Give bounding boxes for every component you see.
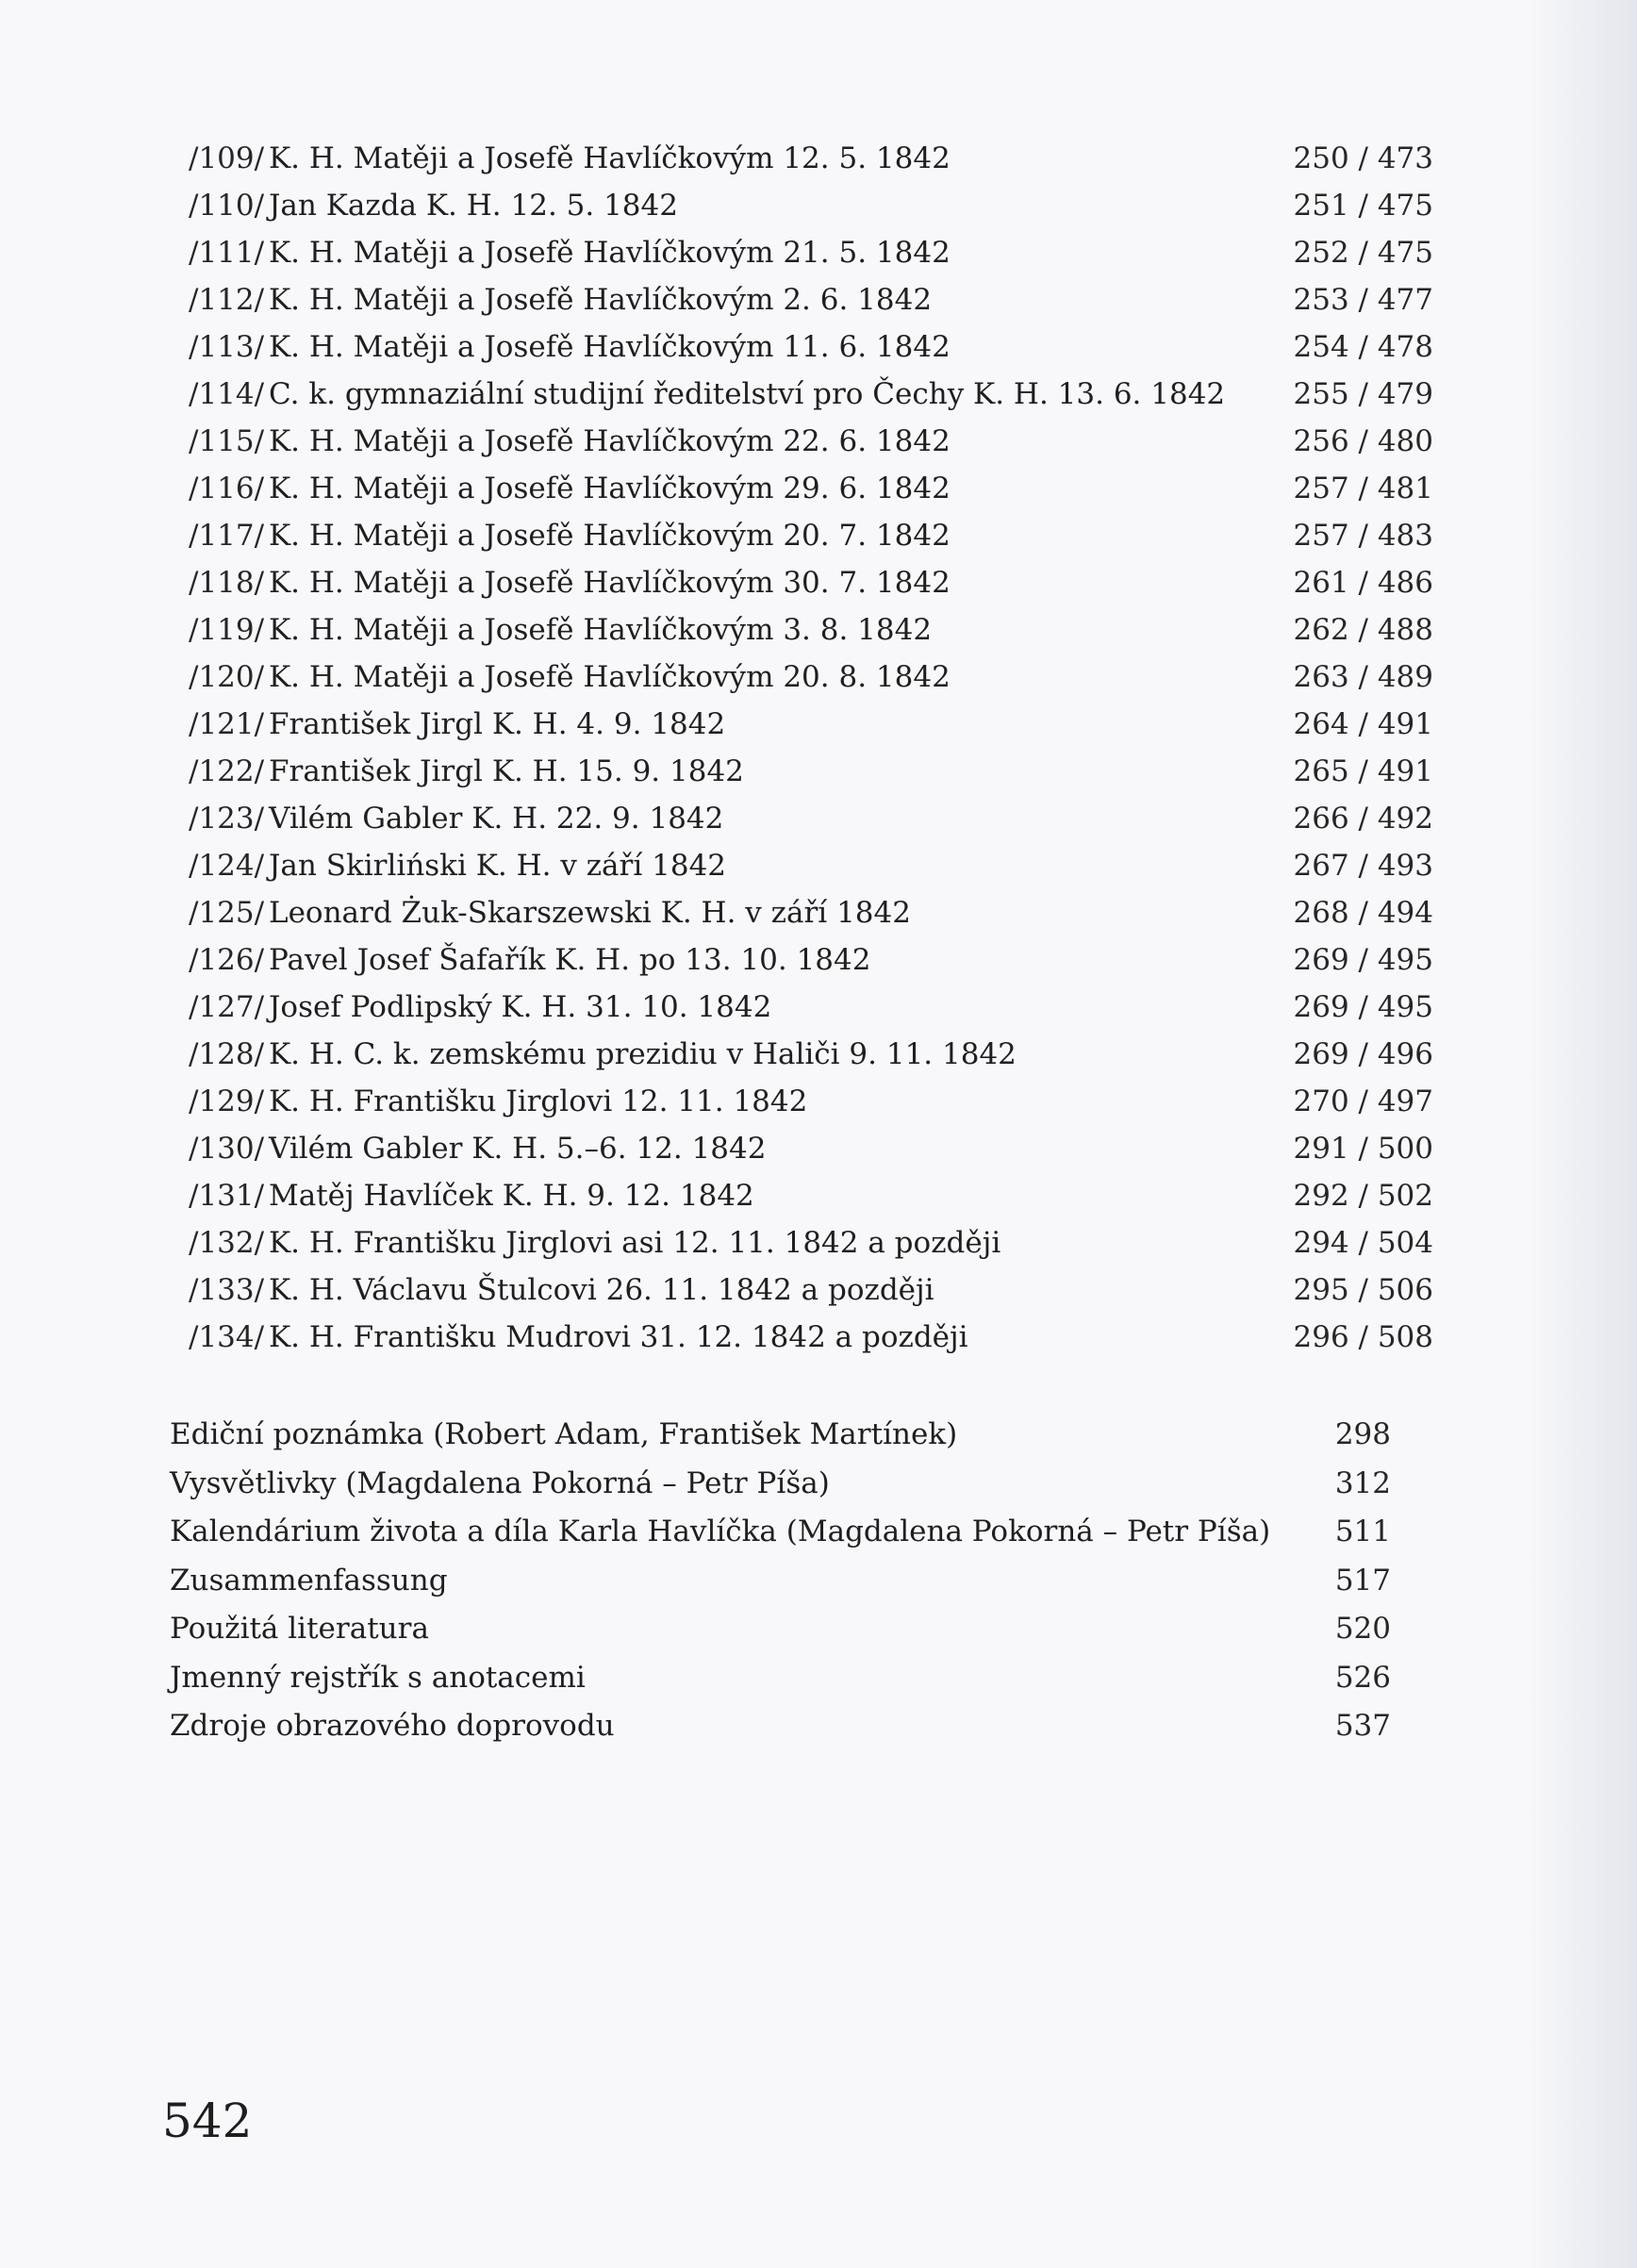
toc-row	[189, 229, 1433, 276]
toc-entry	[189, 512, 951, 559]
letter-pages: 255 / 479	[1293, 377, 1433, 411]
backmatter-row	[170, 1460, 1391, 1509]
letter-number: /122/	[189, 754, 265, 788]
letter-pages: 269 / 495	[1293, 990, 1433, 1024]
backmatter-page: 537	[1334, 1709, 1391, 1743]
letter-number: /113/	[189, 330, 265, 364]
letter-pages: 262 / 488	[1293, 613, 1433, 647]
letter-number: /133/	[189, 1273, 265, 1307]
toc-entry	[189, 1266, 934, 1314]
toc-row	[189, 1031, 1433, 1078]
toc-entry	[189, 701, 725, 748]
toc-entry	[189, 1031, 1017, 1078]
backmatter-row	[170, 1508, 1391, 1557]
toc-row	[189, 418, 1433, 465]
letter-title: K. H. Františku Jirglovi 12. 11. 1842	[269, 1084, 808, 1118]
letter-title: Vilém Gabler K. H. 22. 9. 1842	[269, 802, 724, 836]
backmatter-title: Ediční poznámka (Robert Adam, František Martínek)	[170, 1417, 958, 1451]
letter-pages: 268 / 494	[1293, 896, 1433, 930]
letter-number: /125/	[189, 896, 265, 930]
letter-pages: 251 / 475	[1293, 189, 1433, 223]
letter-pages: 263 / 489	[1293, 660, 1433, 694]
letter-pages: 267 / 493	[1293, 849, 1433, 883]
toc-row	[189, 182, 1433, 229]
letter-pages: 250 / 473	[1293, 141, 1433, 175]
letter-pages: 257 / 481	[1293, 472, 1433, 505]
letter-title: K. H. Matěji a Josefě Havlíčkovým 21. 5. 1842	[269, 236, 951, 270]
letter-pages: 269 / 495	[1293, 943, 1433, 977]
letter-title: Jan Kazda K. H. 12. 5. 1842	[269, 189, 678, 223]
toc-row	[189, 1314, 1433, 1361]
backmatter-title: Zusammenfassung	[170, 1563, 448, 1598]
letter-title: K. H. Matěji a Josefě Havlíčkovým 11. 6. 1842	[269, 330, 951, 364]
toc-row	[189, 465, 1433, 512]
backmatter-row	[170, 1702, 1391, 1751]
toc-entry	[189, 842, 726, 889]
letter-number: /116/	[189, 472, 265, 505]
backmatter-page: 520	[1334, 1612, 1391, 1646]
backmatter-list	[170, 1411, 1391, 1751]
backmatter-page: 517	[1334, 1563, 1391, 1598]
backmatter-row	[170, 1654, 1391, 1703]
letter-title: Pavel Josef Šafařík K. H. po 13. 10. 1842	[269, 943, 871, 977]
letter-pages: 265 / 491	[1293, 754, 1433, 788]
letter-number: /127/	[189, 990, 265, 1024]
toc-row	[189, 984, 1433, 1031]
letter-title: František Jirgl K. H. 15. 9. 1842	[269, 754, 744, 788]
letter-number: /120/	[189, 660, 265, 694]
toc-entry	[189, 936, 870, 984]
letter-number: /126/	[189, 943, 265, 977]
toc-row	[189, 936, 1433, 984]
toc-row	[189, 512, 1433, 559]
toc-row	[189, 701, 1433, 748]
backmatter-page: 312	[1334, 1465, 1391, 1500]
letter-number: /130/	[189, 1132, 265, 1166]
letter-pages: 261 / 486	[1293, 566, 1433, 600]
toc-row	[189, 371, 1433, 418]
letter-number: /124/	[189, 849, 265, 883]
backmatter-page: 298	[1334, 1417, 1391, 1451]
letter-number: /110/	[189, 189, 265, 223]
toc-entry	[189, 276, 932, 323]
backmatter-title: Jmenný rejstřík s anotacemi	[170, 1660, 586, 1695]
letter-number: /115/	[189, 424, 265, 458]
letter-pages: 266 / 492	[1293, 802, 1433, 836]
letter-pages: 296 / 508	[1293, 1320, 1433, 1354]
toc-row	[189, 795, 1433, 842]
letter-title: Matěj Havlíček K. H. 9. 12. 1842	[269, 1179, 754, 1213]
toc-entry	[189, 1219, 1000, 1266]
backmatter-row	[170, 1605, 1391, 1654]
toc-row	[189, 1266, 1433, 1314]
toc-row	[189, 842, 1433, 889]
toc-entry	[189, 795, 723, 842]
toc-row	[189, 1125, 1433, 1172]
toc-entry	[189, 1314, 968, 1361]
toc-row	[189, 654, 1433, 701]
letter-number: /131/	[189, 1179, 265, 1213]
letter-number: /114/	[189, 377, 265, 411]
letter-pages: 257 / 483	[1293, 519, 1433, 553]
letter-title: K. H. Matěji a Josefě Havlíčkovým 29. 6. 1842	[269, 472, 951, 505]
letters-list	[189, 135, 1433, 1361]
letter-title: K. H. Matěji a Josefě Havlíčkovým 30. 7. 1842	[269, 566, 951, 600]
letter-title: K. H. Matěji a Josefě Havlíčkovým 22. 6. 1842	[269, 424, 951, 458]
toc-entry	[189, 889, 911, 936]
letter-title: C. k. gymnaziální studijní ředitelství pro Čechy K. H. 13. 6. 1842	[269, 377, 1226, 411]
toc-row	[189, 323, 1433, 371]
toc-entry	[189, 182, 678, 229]
backmatter-title: Zdroje obrazového doprovodu	[170, 1709, 615, 1743]
letter-title: K. H. Matěji a Josefě Havlíčkovým 20. 8. 1842	[269, 660, 951, 694]
letter-number: /128/	[189, 1037, 265, 1071]
toc-row	[189, 1219, 1433, 1266]
backmatter-title: Vysvětlivky (Magdalena Pokorná – Petr Píša)	[170, 1465, 830, 1500]
letter-title: K. H. Matěji a Josefě Havlíčkovým 3. 8. 1842	[269, 613, 933, 647]
letter-title: K. H. Matěji a Josefě Havlíčkovým 2. 6. 1842	[269, 283, 933, 317]
letter-pages: 269 / 496	[1293, 1037, 1433, 1071]
letter-pages: 264 / 491	[1293, 707, 1433, 741]
page-number: 542	[162, 2094, 253, 2148]
letter-number: /117/	[189, 519, 265, 553]
letter-title: Leonard Żuk-Skarszewski K. H. v září 1842	[269, 896, 911, 930]
toc-row	[189, 1172, 1433, 1219]
backmatter-row	[170, 1411, 1391, 1460]
letter-title: K. H. Matěji a Josefě Havlíčkovým 20. 7. 1842	[269, 519, 951, 553]
toc-row	[189, 748, 1433, 795]
backmatter-title: Kalendárium života a díla Karla Havlíčka (Magdalena Pokorná – Petr Píša)	[170, 1515, 1271, 1548]
letter-number: /134/	[189, 1320, 265, 1354]
backmatter-row	[170, 1557, 1391, 1606]
letter-number: /118/	[189, 566, 265, 600]
letter-title: K. H. Františku Jirglovi asi 12. 11. 1842 a později	[269, 1226, 1001, 1260]
toc-entry	[189, 135, 951, 182]
toc-entry	[189, 418, 951, 465]
letter-pages: 252 / 475	[1293, 236, 1433, 270]
letter-pages: 295 / 506	[1293, 1273, 1433, 1307]
letter-title: K. H. Františku Mudrovi 31. 12. 1842 a později	[269, 1320, 968, 1354]
letter-title: Jan Skirliński K. H. v září 1842	[269, 849, 727, 883]
letter-pages: 291 / 500	[1293, 1132, 1433, 1166]
toc-entry	[189, 606, 932, 654]
letter-pages: 253 / 477	[1293, 283, 1433, 317]
toc-entry	[189, 559, 951, 606]
letter-title: K. H. Matěji a Josefě Havlíčkovým 12. 5. 1842	[269, 141, 951, 175]
letter-title: František Jirgl K. H. 4. 9. 1842	[269, 707, 726, 741]
page-edge-shadow	[1524, 0, 1637, 2268]
letter-number: /119/	[189, 613, 265, 647]
toc-row	[189, 1078, 1433, 1125]
letter-pages: 270 / 497	[1293, 1084, 1433, 1118]
letter-title: Josef Podlipský K. H. 31. 10. 1842	[269, 990, 772, 1024]
letter-number: /132/	[189, 1226, 265, 1260]
backmatter-page: 511	[1334, 1515, 1391, 1548]
letter-number: /121/	[189, 707, 265, 741]
toc-entry	[189, 229, 951, 276]
letter-number: /109/	[189, 141, 265, 175]
letter-pages: 292 / 502	[1293, 1179, 1433, 1213]
letter-title: K. H. Václavu Štulcovi 26. 11. 1842 a později	[269, 1273, 934, 1307]
toc-row	[189, 135, 1433, 182]
letter-pages: 254 / 478	[1293, 330, 1433, 364]
toc-entry	[189, 1125, 766, 1172]
letter-number: /112/	[189, 283, 265, 317]
letter-pages: 256 / 480	[1293, 424, 1433, 458]
letter-pages: 294 / 504	[1293, 1226, 1433, 1260]
letter-title: Vilém Gabler K. H. 5.–6. 12. 1842	[269, 1132, 767, 1166]
toc-entry	[189, 1078, 807, 1125]
toc-row	[189, 606, 1433, 654]
toc-entry	[189, 323, 951, 371]
toc-entry	[189, 654, 951, 701]
toc-entry	[189, 748, 744, 795]
letter-number: /129/	[189, 1084, 265, 1118]
toc-entry	[189, 371, 1225, 418]
backmatter-title: Použitá literatura	[170, 1612, 429, 1646]
toc-row	[189, 559, 1433, 606]
toc-row	[189, 276, 1433, 323]
letter-title: K. H. C. k. zemskému prezidiu v Haliči 9. 11. 1842	[269, 1037, 1017, 1071]
letter-number: /123/	[189, 802, 265, 836]
toc-entry	[189, 984, 771, 1031]
backmatter-page: 526	[1334, 1660, 1391, 1695]
toc-entry	[189, 1172, 754, 1219]
toc-row	[189, 889, 1433, 936]
letter-number: /111/	[189, 236, 265, 270]
toc-entry	[189, 465, 951, 512]
